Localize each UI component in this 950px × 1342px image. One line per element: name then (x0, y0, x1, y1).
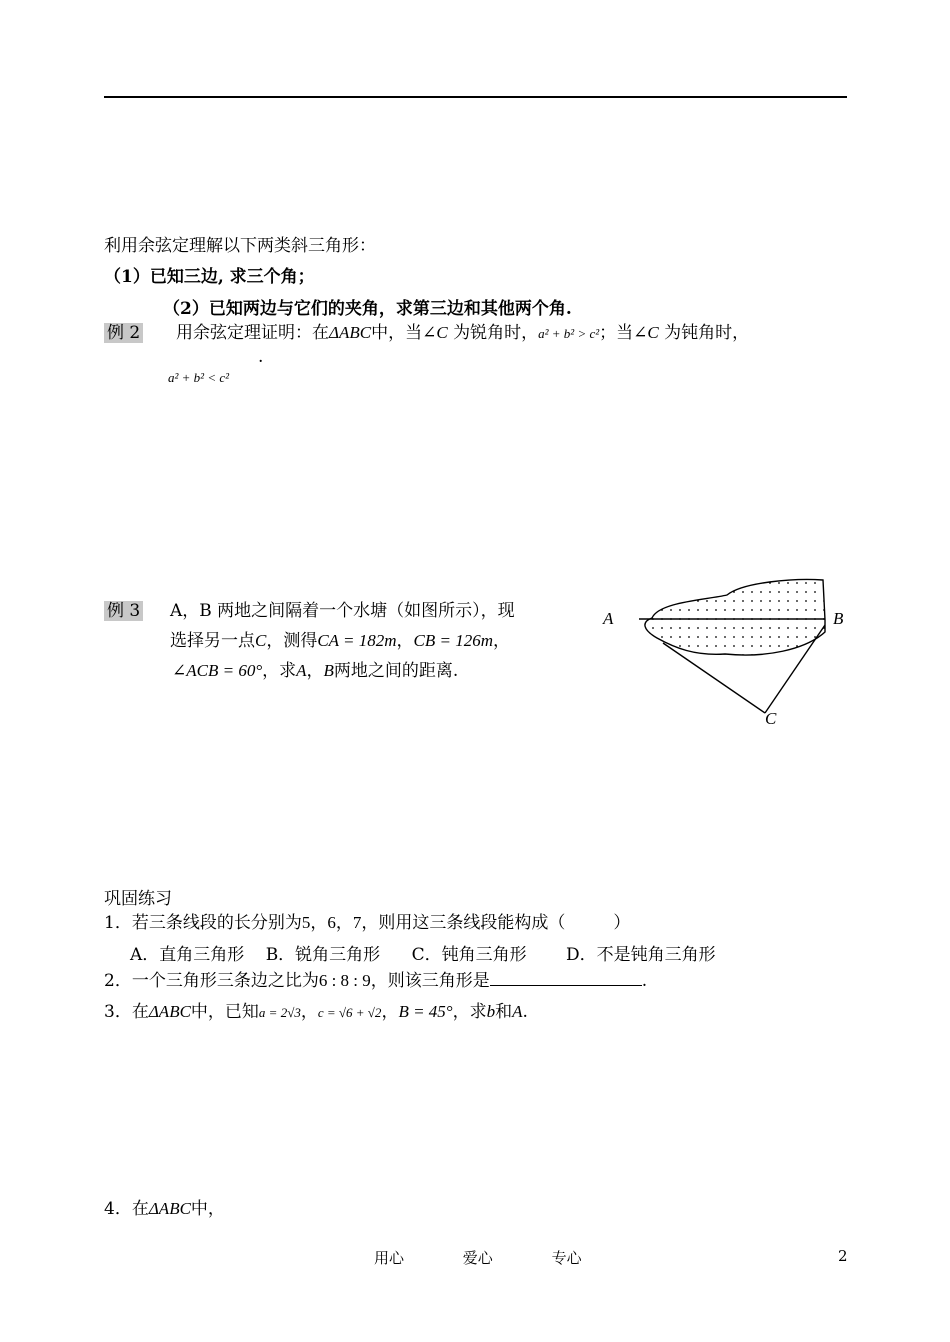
case-2: （2）已知两边与它们的夹角，求第三边和其他两个角. (163, 299, 572, 319)
triangle-abc: ΔABC (329, 323, 372, 342)
text: 选择另一点 (170, 631, 255, 651)
text: ， (493, 631, 510, 651)
text: ） (613, 913, 631, 933)
text: 中， (190, 1199, 225, 1219)
text: ， (300, 1002, 318, 1022)
example-2-text: 中，当 (371, 323, 423, 343)
angle-acb: ∠ACB = 60° (172, 661, 263, 680)
footer-motto (374, 1247, 582, 1268)
option-a: A．直角三角形 (130, 945, 245, 965)
practice-title: 巩固练习 (104, 889, 172, 909)
question-1-options (130, 944, 716, 966)
example-3-tag: 例 3 (104, 601, 143, 621)
length-ca: CA = 182m (317, 631, 397, 650)
label-a: A (603, 609, 614, 628)
point-a: A (296, 661, 307, 680)
angle-c: ∠C (633, 323, 659, 342)
value-b-angle: B = 45° (398, 1002, 453, 1021)
pond-figure (595, 570, 855, 730)
intro-text: 利用余弦定理解以下两类斜三角形： (104, 236, 376, 256)
pond-shape (645, 580, 825, 655)
triangle-abc: ΔABC (148, 1199, 191, 1218)
text: 4．在 (104, 1199, 149, 1219)
text: 3．在 (104, 1002, 149, 1022)
question-2 (104, 970, 647, 992)
example-2-text: 为钝角时， (664, 323, 750, 343)
inequality-obtuse: a² + b² < c² (168, 370, 230, 385)
question-3 (104, 1001, 528, 1024)
text: ， (306, 661, 324, 681)
option-b: B．锐角三角形 (265, 945, 381, 965)
value-a: a = 2√3 (258, 1005, 301, 1020)
option-c: C．钝角三角形 (411, 945, 527, 965)
label-c: C (765, 709, 777, 728)
side-ratio: 6 : 8 : 9 (318, 971, 371, 990)
label-b: B (833, 609, 844, 628)
point-b: B (323, 661, 334, 680)
text: ， (396, 631, 414, 651)
side-lengths: 5，6，7 (301, 913, 362, 932)
inequality-acute: a² + b² > c² (538, 326, 600, 341)
text: 2．一个三角形三条边之比为 (104, 971, 319, 991)
text: 和 (495, 1002, 513, 1022)
text: 中，已知 (190, 1002, 259, 1022)
example-2-tag: 例 2 (104, 323, 143, 343)
option-d: D．不是钝角三角形 (566, 945, 716, 965)
value-c: c = √6 + √2 (317, 1005, 382, 1020)
answer-blank (490, 971, 642, 986)
example-2-text: ；当 (599, 323, 634, 343)
angle-c: ∠C (422, 323, 448, 342)
example-3-line-2 (170, 630, 510, 652)
example-3-line-3 (172, 660, 458, 682)
text: ， (381, 1002, 399, 1022)
motto-2: 爱心 (462, 1249, 493, 1267)
text: ，则用这三条线段能构成（ (361, 913, 566, 933)
triangle-abc: ΔABC (148, 1002, 191, 1021)
point-c: C (255, 631, 267, 650)
example-3-line-1: A，B 两地之间隔着一个水塘（如图所示），现 (170, 601, 515, 621)
text: ，求 (262, 661, 297, 681)
period: . (258, 347, 264, 367)
motto-1: 用心 (374, 1249, 405, 1267)
text: 1．若三条线段的长分别为 (104, 913, 302, 933)
example-2-text: 为锐角时， (453, 323, 539, 343)
example-2-text: 用余弦定理证明：在 (176, 323, 330, 343)
example-2-line (104, 322, 749, 345)
text: . (522, 1002, 528, 1022)
text: ，则该三角形是 (370, 971, 490, 991)
motto-3: 专心 (551, 1249, 582, 1267)
question-4 (104, 1198, 225, 1220)
text: ，求 (452, 1002, 487, 1022)
text: . (641, 971, 648, 991)
var-a: A (512, 1002, 523, 1021)
text: 两地之间的距离. (333, 661, 459, 681)
length-cb: CB = 126m (413, 631, 493, 650)
header-rule (104, 96, 847, 98)
example-3-tag-line (104, 600, 143, 622)
page-number: 2 (838, 1247, 848, 1265)
var-b: b (486, 1002, 496, 1021)
question-1 (104, 912, 630, 934)
text: ，测得 (266, 631, 318, 651)
case-1: （1）已知三边, 求三个角； (104, 267, 315, 287)
